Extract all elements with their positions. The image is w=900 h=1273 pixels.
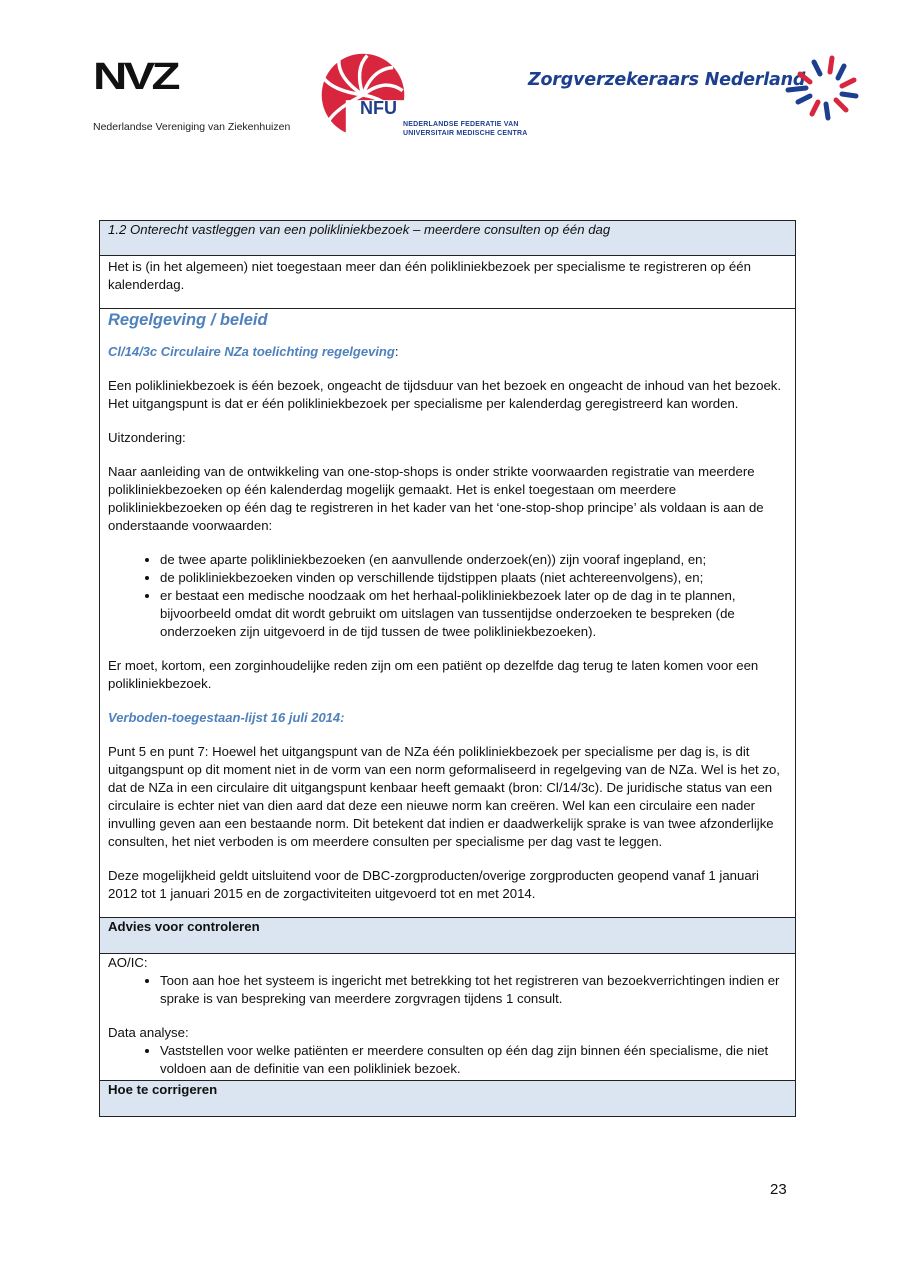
paragraph-summary-reason: Er moet, kortom, een zorginhoudelijke reden zijn om een patiënt op dezelfde dag terug te laten komen voor een polikliniekbezoek. xyxy=(108,658,759,691)
data-analyse-label: Data analyse: xyxy=(108,1025,189,1040)
finding-table xyxy=(99,220,796,1117)
paragraph-punt-5-7: Punt 5 en punt 7: Hoewel het uitgangspunt van de NZa één polikliniekbezoek per specialisme per dag is, is dit uitgangspunt op dit moment niet in de vorm van een norm geformaliseerd in regelgeving van de NZa. Wel is het zo, dat de NZa in een circulaire dit uitgangspunt kenbaar heeft gemaakt (bron: Cl/14/3c). De juridische status van een circulaire is echter niet van dien aard dat deze een nieuwe norm kan creëren. Wel kan een circulaire een nader invulling geven aan een bestaande norm. Dit betekent dat indien er daadwerkelijk sprake is van twee afzonderlijke consulten, het niet verboden is om meerdere consulten per specialisme per dag vast te leggen. xyxy=(108,744,780,849)
corrigeren-heading: Hoe te corrigeren xyxy=(100,1081,796,1117)
data-analyse-list xyxy=(108,1042,787,1078)
source-circulaire xyxy=(108,343,787,361)
zn-figures-icon xyxy=(784,52,866,124)
aoic-item: • Toon aan hoe het systeem is ingericht met betrekking tot het registreren van bezoekverrichtingen indien er sprake is van bespreking van meerdere zorgvragen tijdens 1 consult. xyxy=(160,972,787,1008)
paragraph-validity: Deze mogelijkheid geldt uitsluitend voor de DBC-zorgproducten/overige zorgproducten geopend vanaf 1 januari 2012 tot 1 januari 2015 en de zorgactiviteiten uitgevoerd tot en met 2014. xyxy=(108,868,759,901)
page-number: 23 xyxy=(770,1181,787,1198)
source-circulaire-label: Cl/14/3c Circulaire NZa toelichting regelgeving xyxy=(108,344,395,359)
advies-cell xyxy=(100,954,796,1081)
advies-heading: Advies voor controleren xyxy=(100,918,796,954)
source-verboden-lijst: Verboden-toegestaan-lijst 16 juli 2014: xyxy=(108,710,345,725)
paragraph-definition: Een polikliniekbezoek is één bezoek, ongeacht de tijdsduur van het bezoek en ongeacht de inhoud van het bezoek. Het uitgangspunt is dat er één polikliniekbezoek per specialisme per kalenderdag geregistreerd kan worden. xyxy=(108,378,782,411)
section-summary: Het is (in het algemeen) niet toegestaan meer dan één polikliniekbezoek per specialisme te registreren op één kalenderdag. xyxy=(100,256,796,309)
nvz-wordmark: NVZ xyxy=(93,56,177,98)
aoic-list xyxy=(108,972,787,1008)
aoic-label: AO/IC: xyxy=(108,955,148,970)
condition-item: • er bestaat een medische noodzaak om het herhaal-polikliniekbezoek later op de dag in te plannen, bijvoorbeeld omdat dit wordt gebruikt om uitslagen van tussentijdse onderzoeken te bespreken (de onderzoeken zijn uitgevoerd in de tijd tussen de twee polikliniekbezoeken). xyxy=(160,587,787,641)
condition-item: • de polikliniekbezoeken vinden op verschillende tijdstippen plaats (niet achtereenvolgens), en; xyxy=(160,569,787,587)
nvz-logo xyxy=(93,56,291,133)
nfu-wordmark: NFU xyxy=(360,98,397,118)
paragraph-exception-label: Uitzondering: xyxy=(108,430,186,445)
zn-wordmark: Zorgverzekeraars Nederland xyxy=(528,70,806,90)
nfu-logo xyxy=(318,50,528,140)
conditions-list xyxy=(108,551,787,641)
paragraph-one-stop-shop: Naar aanleiding van de ontwikkeling van one-stop-shops is onder strikte voorwaarden registratie van meerdere polikliniekbezoeken op één kalenderdag mogelijk gemaakt. Het is enkel toegestaan om meerdere polikliniekbezoeken op één dag te registreren in het kader van het ‘one-stop-shop principe’ als voldaan is aan de onderstaande voorwaarden: xyxy=(108,464,764,533)
nfu-subtitle-line-2: UNIVERSITAIR MEDISCHE CENTRA xyxy=(403,130,528,137)
regelgeving-heading: Regelgeving / beleid xyxy=(108,311,268,329)
page-header xyxy=(0,0,900,160)
nfu-swirl-icon xyxy=(320,52,406,138)
source-circulaire-colon: : xyxy=(394,344,399,359)
regelgeving-cell xyxy=(100,309,796,918)
nvz-subtitle: Nederlandse Vereniging van Ziekenhuizen xyxy=(93,121,291,133)
section-title: 1.2 Onterecht vastleggen van een polikliniekbezoek – meerdere consulten op één dag xyxy=(100,221,796,256)
data-analyse-item: • Vaststellen voor welke patiënten er meerdere consulten op één dag zijn binnen één specialisme, die niet voldoen aan de definitie van een polikliniek bezoek. xyxy=(160,1042,787,1078)
nfu-subtitle xyxy=(403,120,527,138)
condition-item: • de twee aparte polikliniekbezoeken (en aanvullende onderzoek(en)) zijn vooraf ingepland, en; xyxy=(160,551,787,569)
nfu-subtitle-line-1: NEDERLANDSE FEDERATIE VAN xyxy=(403,121,519,128)
